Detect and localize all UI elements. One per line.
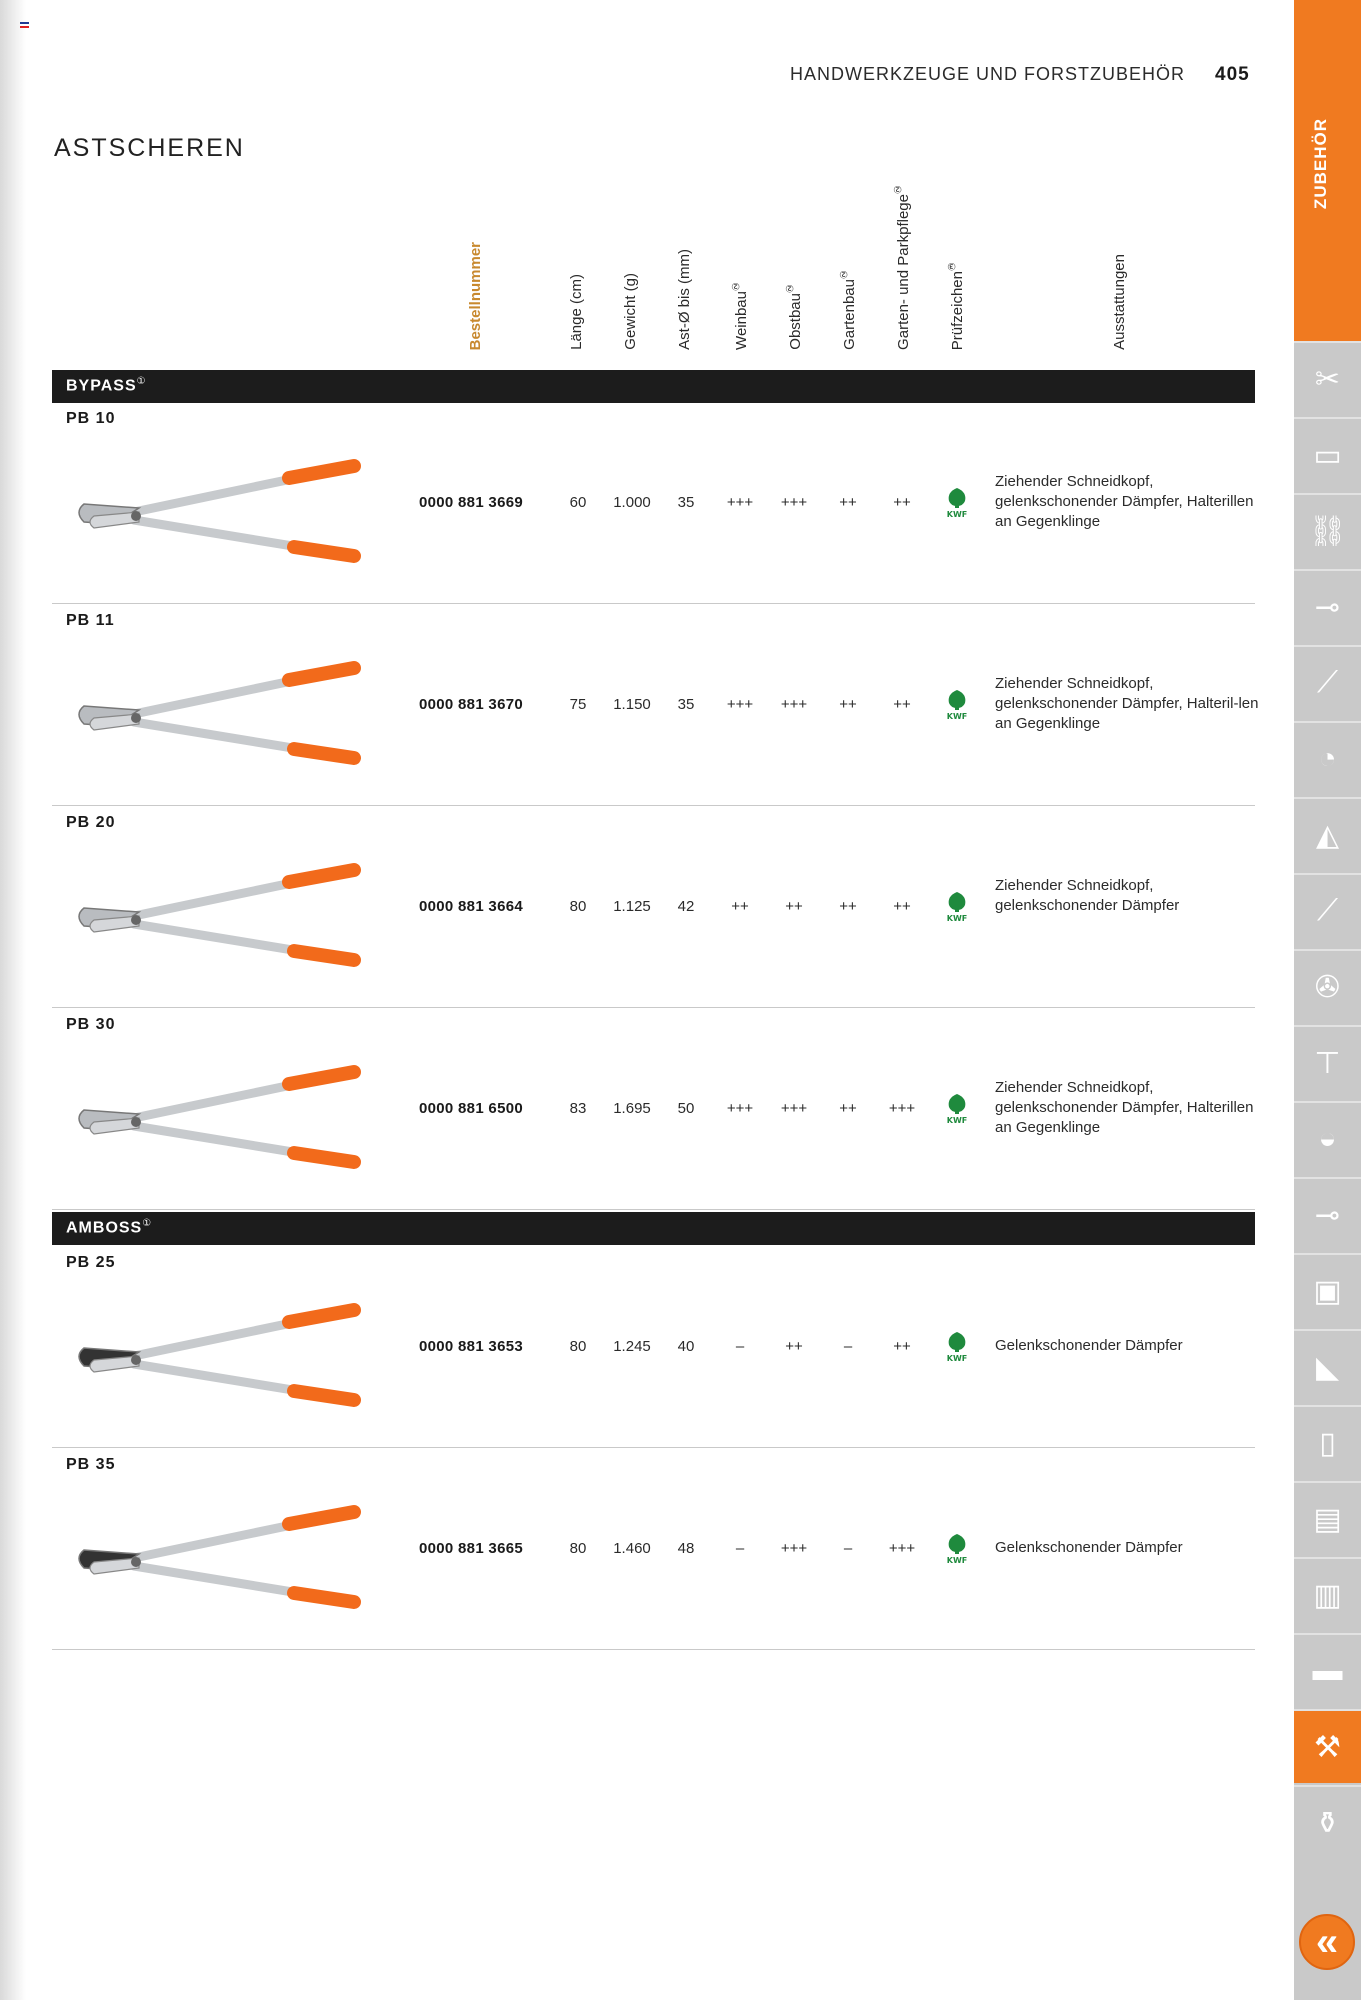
cell-park: +++ xyxy=(888,1540,916,1557)
phone-icon: ▯ xyxy=(1319,1426,1336,1460)
axe-icon: ⚒ xyxy=(1314,1730,1341,1764)
cell-wine: ++ xyxy=(731,898,749,915)
cell-fruit: +++ xyxy=(780,1100,808,1117)
cell-park: ++ xyxy=(893,494,911,511)
sidebar-item-calendar[interactable] xyxy=(1294,1481,1361,1555)
kwf-test-mark-icon xyxy=(943,1532,971,1564)
cell-branch: 35 xyxy=(677,696,695,713)
lawnmower-icon: ◭ xyxy=(1315,818,1340,852)
table-row xyxy=(52,1448,1255,1650)
sidebar-item-jacket[interactable] xyxy=(1294,1557,1361,1631)
product-image xyxy=(54,1290,394,1430)
cell-wine: +++ xyxy=(726,1100,754,1117)
cell-garden: – xyxy=(843,1540,853,1557)
row-divider xyxy=(52,1649,1255,1650)
order-number: 0000 881 3670 xyxy=(419,696,523,713)
product-model: PB 10 xyxy=(66,410,116,427)
table-row xyxy=(52,1008,1255,1210)
brushcutter-icon: ⟋ xyxy=(1317,666,1338,699)
features-text: Gelenkschonender Dämpfer xyxy=(995,1539,1183,1556)
kwf-test-mark-icon xyxy=(943,1092,971,1124)
cell-park: ++ xyxy=(893,696,911,713)
sidebar-item-battery[interactable] xyxy=(1294,417,1361,491)
kwf-test-mark-icon xyxy=(943,688,971,720)
column-header-park: Garten- und Parkpflege② xyxy=(892,183,912,350)
cell-weight: 1.125 xyxy=(613,898,651,915)
kwf-test-mark-icon xyxy=(943,890,971,922)
sidebar-current-chapter[interactable] xyxy=(1294,0,1361,341)
sidebar-item-lawnmower[interactable] xyxy=(1294,797,1361,871)
cell-park: ++ xyxy=(893,898,911,915)
cell-fruit: ++ xyxy=(785,898,803,915)
sidebar-item-trimmer[interactable] xyxy=(1294,873,1361,947)
column-header-wine: Weinbau② xyxy=(730,280,750,350)
drill-icon: ⊤ xyxy=(1314,1046,1341,1080)
sidebar-item-sprayer[interactable] xyxy=(1294,1101,1361,1175)
cell-weight: 1.460 xyxy=(613,1540,651,1557)
product-image xyxy=(54,446,394,586)
sidebar-item-toolbox[interactable] xyxy=(1294,1633,1361,1707)
product-image xyxy=(54,648,394,788)
chapter-title: HANDWERKZEUGE UND FORSTZUBEHÖR xyxy=(789,64,1185,84)
product-model: PB 30 xyxy=(66,1016,116,1033)
cell-branch: 48 xyxy=(677,1540,695,1557)
sidebar-item-first-aid[interactable] xyxy=(1294,1253,1361,1327)
sidebar-item-chainsaw[interactable] xyxy=(1294,493,1361,567)
tools-icon: ✂ xyxy=(1314,362,1341,396)
cell-wine: – xyxy=(735,1338,745,1355)
cell-garden: ++ xyxy=(839,696,857,713)
page-number: 405 xyxy=(1215,64,1250,85)
cell-fruit: +++ xyxy=(780,696,808,713)
order-number: 0000 881 3669 xyxy=(419,494,523,511)
sidebar-item-blower[interactable] xyxy=(1294,721,1361,795)
pole-pruner-icon: ⊸ xyxy=(1314,1198,1341,1232)
sidebar-item-brushcutter[interactable] xyxy=(1294,645,1361,719)
sidebar-item-tiller[interactable] xyxy=(1294,949,1361,1023)
section-title: ASTSCHEREN xyxy=(54,134,245,162)
product-model: PB 20 xyxy=(66,814,116,831)
cell-garden: ++ xyxy=(839,494,857,511)
sidebar-item-tools[interactable] xyxy=(1294,341,1361,415)
cell-fruit: +++ xyxy=(780,494,808,511)
cell-fruit: +++ xyxy=(780,1540,808,1557)
cell-length: 80 xyxy=(569,1540,587,1557)
cell-garden: – xyxy=(843,1338,853,1355)
svg-text:KWF: KWF xyxy=(946,712,968,720)
sidebar-item-boot[interactable] xyxy=(1294,1329,1361,1403)
table-row xyxy=(52,604,1259,806)
blower-icon: ◔ xyxy=(1318,742,1337,775)
cell-weight: 1.695 xyxy=(613,1100,651,1117)
column-header-branch: Ast-Ø bis (mm) xyxy=(676,249,693,350)
column-header-features: Ausstattungen xyxy=(1111,254,1128,350)
svg-text:KWF: KWF xyxy=(946,1556,968,1564)
product-image xyxy=(54,1052,394,1192)
kwf-test-mark-icon xyxy=(943,1330,971,1362)
cell-garden: ++ xyxy=(839,1100,857,1117)
cell-branch: 50 xyxy=(677,1100,695,1117)
features-text: Ziehender Schneidkopf, gelenkschonender Dämpfer, Halterillen an Gegenklinge xyxy=(995,473,1254,530)
chainsaw-icon: ⛓ xyxy=(1308,514,1347,548)
sidebar-chapter-label: ZUBEHÖR xyxy=(1311,118,1330,210)
product-model: PB 35 xyxy=(66,1456,116,1473)
table-row xyxy=(52,1246,1255,1448)
product-image xyxy=(54,1492,394,1632)
cell-wine: – xyxy=(735,1540,745,1557)
cell-garden: ++ xyxy=(839,898,857,915)
cell-park: ++ xyxy=(893,1338,911,1355)
cell-fruit: ++ xyxy=(785,1338,803,1355)
cell-wine: +++ xyxy=(726,494,754,511)
cell-branch: 42 xyxy=(677,898,695,915)
cell-park: +++ xyxy=(888,1100,916,1117)
group-header-bypass: BYPASS① xyxy=(52,370,1255,403)
cell-branch: 40 xyxy=(677,1338,695,1355)
sidebar-item-cut-off-saw[interactable] xyxy=(1294,569,1361,643)
cell-length: 83 xyxy=(569,1100,587,1117)
group-header-amboss: AMBOSS① xyxy=(52,1212,1255,1245)
kwf-test-mark-icon xyxy=(943,486,971,518)
boot-icon: ◣ xyxy=(1315,1350,1340,1384)
back-button[interactable]: « xyxy=(1299,1914,1355,1970)
battery-icon: ▭ xyxy=(1313,438,1342,472)
toolbox-icon: ▬ xyxy=(1312,1654,1343,1687)
cell-weight: 1.150 xyxy=(613,696,651,713)
column-header-length: Länge (cm) xyxy=(568,274,585,350)
features-text: Ziehender Schneidkopf, gelenkschonender Dämpfer, Halteril-len an Gegenklinge xyxy=(995,675,1259,732)
sidebar-item-pole-pruner[interactable] xyxy=(1294,1177,1361,1251)
product-model: PB 11 xyxy=(66,612,115,629)
column-header-test: Prüfzeichen③ xyxy=(946,259,966,350)
first-aid-icon: ▣ xyxy=(1313,1274,1342,1308)
features-text: Ziehender Schneidkopf, gelenkschonender Dämpfer xyxy=(995,877,1180,914)
cell-length: 80 xyxy=(569,898,587,915)
sidebar-item-axe[interactable] xyxy=(1294,1709,1361,1783)
tiller-icon: ✇ xyxy=(1314,970,1341,1004)
sidebar-item-drill[interactable] xyxy=(1294,1025,1361,1099)
spray-bottle-icon: ⚱ xyxy=(1314,1806,1341,1840)
sidebar-item-phone[interactable] xyxy=(1294,1405,1361,1479)
sprayer-icon: ◒ xyxy=(1318,1122,1337,1155)
svg-text:KWF: KWF xyxy=(946,1116,968,1124)
cell-length: 80 xyxy=(569,1338,587,1355)
product-image xyxy=(54,850,394,990)
trimmer-icon: ⟋ xyxy=(1317,894,1338,927)
cell-length: 75 xyxy=(569,696,587,713)
column-header-fruit: Obstbau② xyxy=(784,282,804,350)
features-text: Gelenkschonender Dämpfer xyxy=(995,1337,1183,1354)
cell-weight: 1.000 xyxy=(613,494,651,511)
svg-text:KWF: KWF xyxy=(946,914,968,922)
svg-text:KWF: KWF xyxy=(946,510,968,518)
flag-icon xyxy=(20,22,29,28)
cell-branch: 35 xyxy=(677,494,695,511)
jacket-icon: ▥ xyxy=(1313,1578,1342,1612)
order-number: 0000 881 3664 xyxy=(419,898,523,915)
column-header-weight: Gewicht (g) xyxy=(622,273,639,350)
features-text: Ziehender Schneidkopf, gelenkschonender Dämpfer, Halterillen an Gegenklinge xyxy=(995,1079,1254,1136)
page-edge-shadow xyxy=(0,0,26,2000)
column-header-garden: Gartenbau② xyxy=(838,268,858,350)
table-row xyxy=(52,402,1255,604)
calendar-icon: ▤ xyxy=(1313,1502,1342,1536)
order-number: 0000 881 3653 xyxy=(419,1338,523,1355)
sidebar-item-spray-bottle[interactable] xyxy=(1294,1785,1361,1859)
order-number: 0000 881 3665 xyxy=(419,1540,523,1557)
cell-weight: 1.245 xyxy=(613,1338,651,1355)
cut-off-saw-icon: ⊸ xyxy=(1314,590,1341,624)
order-number: 0000 881 6500 xyxy=(419,1100,523,1117)
chapter-sidebar xyxy=(1294,0,1361,2000)
svg-text:KWF: KWF xyxy=(946,1354,968,1362)
cell-wine: +++ xyxy=(726,696,754,713)
cell-length: 60 xyxy=(569,494,587,511)
row-divider xyxy=(52,1209,1255,1210)
product-model: PB 25 xyxy=(66,1254,116,1271)
column-header-order: Bestellnummer xyxy=(467,241,484,350)
table-row xyxy=(52,806,1255,1008)
